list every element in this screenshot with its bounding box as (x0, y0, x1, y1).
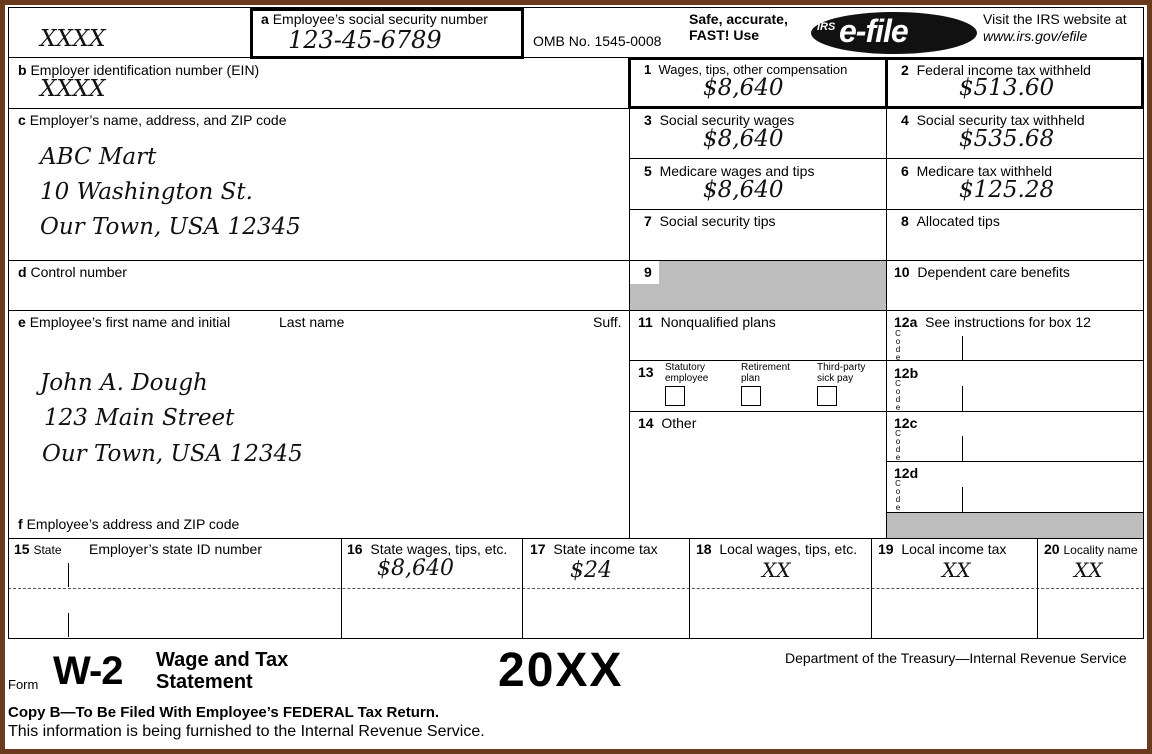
box-3-number: 3 (644, 112, 652, 128)
box-a-label (261, 11, 488, 27)
grid-line (885, 57, 888, 109)
box-6-number: 6 (901, 163, 909, 179)
box-d-label-text: Control number (30, 264, 127, 280)
box-17-number: 17 (530, 541, 546, 557)
grid-line (8, 538, 1144, 539)
code-label: C o d e (895, 329, 901, 362)
code-label: C o d e (895, 379, 901, 412)
box-a-label-text: Employee’s social security number (272, 11, 488, 27)
third-party-sick-pay-checkbox[interactable] (817, 386, 837, 406)
suffix-label: Suff. (593, 314, 622, 330)
box-c-label-text: Employer’s name, address, and ZIP code (29, 112, 287, 128)
statutory-line-2: employee (665, 373, 709, 384)
employee-name[interactable]: John A. Dough (40, 370, 208, 396)
box-16-value[interactable]: $8,640 (377, 556, 454, 581)
box-9-label (644, 264, 652, 280)
grid-line (8, 260, 1144, 261)
box-f-label (18, 516, 239, 532)
box-8-label (901, 213, 1000, 229)
box-3-label-text: Social security wages (659, 112, 795, 128)
box-9-number: 9 (644, 264, 652, 280)
box-7-label (644, 213, 776, 229)
box-10-label-text: Dependent care benefits (917, 264, 1070, 280)
efile-logo-text: e-file (839, 13, 908, 49)
box-20-value[interactable]: XX (1074, 558, 1103, 582)
box-d-label (18, 264, 127, 280)
box-2-number: 2 (901, 62, 909, 78)
box-12-shaded (887, 513, 1143, 538)
box-5-value[interactable]: $8,640 (703, 177, 784, 203)
info-line: This information is being furnished to the Internal Revenue Service. (8, 723, 485, 740)
box-2-label-text: Federal income tax withheld (916, 62, 1091, 78)
box-17-value[interactable]: $24 (570, 558, 612, 583)
box-14-label-text: Other (661, 415, 697, 431)
box-a-letter: a (261, 11, 269, 27)
box-6-value[interactable]: $125.28 (959, 177, 1055, 203)
retirement-plan-checkbox[interactable] (741, 386, 761, 406)
retirement-line-1: Retirement (741, 362, 790, 373)
box-20-label-text: Locality name (1063, 543, 1138, 557)
grid-line (1037, 538, 1038, 639)
box-a-value[interactable]: 123-45-6789 (288, 26, 442, 54)
grid-line (8, 310, 1144, 311)
box-e-label-text: Employee’s first name and initial (29, 314, 231, 330)
box-19-value[interactable]: XX (942, 558, 971, 582)
box-e-letter: e (18, 314, 26, 330)
box-12c-number: 12c (894, 415, 918, 431)
grid-line (8, 588, 1144, 589)
employer-state-id-label: Employer’s state ID number (89, 541, 262, 557)
box-4-label-text: Social security tax withheld (916, 112, 1085, 128)
box-9-shaded (630, 284, 886, 310)
box-8-number: 8 (901, 213, 909, 229)
visit-line-1: Visit the IRS website at (983, 11, 1127, 27)
employer-city[interactable]: Our Town, USA 12345 (40, 214, 301, 240)
box-d-letter: d (18, 264, 27, 280)
box-14-number: 14 (638, 415, 654, 431)
visit-line-2[interactable]: www.irs.gov/efile (983, 28, 1088, 44)
box-17-label (530, 541, 658, 557)
box-5-number: 5 (644, 163, 652, 179)
box-12a-label (894, 314, 1091, 330)
code-divider (962, 436, 963, 461)
box-10-label (894, 264, 1070, 280)
form-title-line-1: Wage and Tax (156, 649, 289, 671)
box-15-label-text: State (33, 543, 62, 557)
box-11-number: 11 (638, 314, 653, 330)
box-e-label (18, 314, 230, 330)
code-divider (962, 336, 963, 360)
safe-line-2: FAST! Use (689, 27, 760, 43)
box-4-value[interactable]: $535.68 (959, 126, 1055, 152)
box-c-label (18, 112, 287, 128)
box-12d-number: 12d (894, 465, 919, 481)
ssn-placeholder-value: XXXX (40, 26, 106, 52)
box-7-label-text: Social security tips (659, 213, 776, 229)
employer-street[interactable]: 10 Washington St. (40, 179, 253, 205)
box-9-shaded (659, 261, 886, 284)
box-b-letter: b (18, 62, 27, 78)
box-18-label (696, 541, 857, 557)
department-line: Department of the Treasury—Internal Revenue Service (785, 650, 1127, 666)
form-title-line-2: Statement (156, 671, 253, 693)
grid-line (886, 57, 887, 539)
box-2-value[interactable]: $513.60 (959, 75, 1055, 101)
box-16-label-text: State wages, tips, etc. (370, 541, 508, 557)
box-c-letter: c (18, 112, 26, 128)
box-11-label (638, 314, 776, 330)
grid-line (871, 538, 872, 639)
box-13-number: 13 (638, 364, 654, 380)
box-1-number: 1 (644, 62, 652, 77)
retirement-plan-label (741, 362, 790, 384)
grid-line (8, 7, 1144, 8)
box-b-label-text: Employer identification number (EIN) (30, 62, 260, 78)
copy-b-line: Copy B—To Be Filed With Employee’s FEDERAL Tax Return. (8, 704, 440, 721)
code-label: C o d e (895, 429, 901, 462)
box-19-number: 19 (878, 541, 894, 557)
safe-line-1: Safe, accurate, (689, 11, 788, 27)
box-4-number: 4 (901, 112, 909, 128)
box-10-number: 10 (894, 264, 910, 280)
box-17-label-text: State income tax (553, 541, 658, 557)
grid-line (8, 7, 9, 639)
omb-number: OMB No. 1545-0008 (533, 33, 662, 49)
box-7-number: 7 (644, 213, 652, 229)
box-19-label (878, 541, 1006, 557)
form-word: Form (8, 677, 39, 692)
thirdparty-line-1: Third-party (817, 362, 866, 373)
box-12b-number: 12b (894, 365, 919, 381)
third-party-sick-pay-label (817, 362, 865, 384)
box-11-label-text: Nonqualified plans (660, 314, 776, 330)
box-1-value[interactable]: $8,640 (703, 75, 784, 101)
irs-efile-logo (811, 12, 977, 54)
form-id: W-2 (53, 649, 123, 693)
statutory-employee-label (665, 362, 708, 384)
grid-line (522, 538, 523, 639)
box-15-label (14, 541, 62, 558)
box-18-label-text: Local wages, tips, etc. (719, 541, 858, 557)
retirement-line-2: plan (741, 373, 760, 384)
grid-line (886, 461, 1144, 462)
code-divider (962, 487, 963, 512)
box-19-label-text: Local income tax (901, 541, 1007, 557)
employer-name[interactable]: ABC Mart (40, 144, 157, 170)
box-8-label-text: Allocated tips (916, 213, 1000, 229)
grid-line (8, 638, 1144, 639)
last-name-label: Last name (279, 314, 345, 330)
box-1-label-text: Wages, tips, other compensation (658, 62, 848, 77)
statutory-employee-checkbox[interactable] (665, 386, 685, 406)
grid-line (689, 538, 690, 639)
thirdparty-line-2: sick pay (817, 373, 854, 384)
box-16-number: 16 (347, 541, 363, 557)
box-12a-label-text: See instructions for box 12 (925, 314, 1091, 330)
box-f-letter: f (18, 516, 23, 532)
box-b-value[interactable]: XXXX (40, 76, 106, 102)
box-20-label (1044, 541, 1138, 558)
box-13-label (638, 364, 654, 380)
grid-line (341, 538, 342, 639)
employee-city[interactable]: Our Town, USA 12345 (42, 441, 303, 467)
statutory-line-1: Statutory (665, 362, 706, 373)
box-6-label-text: Medicare tax withheld (916, 163, 1052, 179)
tax-year: 20XX (498, 644, 624, 697)
efile-logo-irs: IRS (817, 21, 836, 33)
box-16-label (347, 541, 507, 557)
box-5-label-text: Medicare wages and tips (659, 163, 815, 179)
box-18-value[interactable]: XX (762, 558, 791, 582)
code-label: C o d e (895, 479, 901, 512)
box-3-value[interactable]: $8,640 (703, 126, 784, 152)
grid-line (68, 563, 69, 587)
grid-line (68, 613, 69, 637)
box-18-number: 18 (696, 541, 712, 557)
employee-street[interactable]: 123 Main Street (44, 405, 235, 431)
box-15-number: 15 (14, 541, 30, 557)
box-12a-number: 12a (894, 314, 918, 330)
box-20-number: 20 (1044, 541, 1060, 557)
code-divider (962, 386, 963, 411)
box-f-label-text: Employee’s address and ZIP code (26, 516, 240, 532)
box-14-label (638, 415, 696, 431)
